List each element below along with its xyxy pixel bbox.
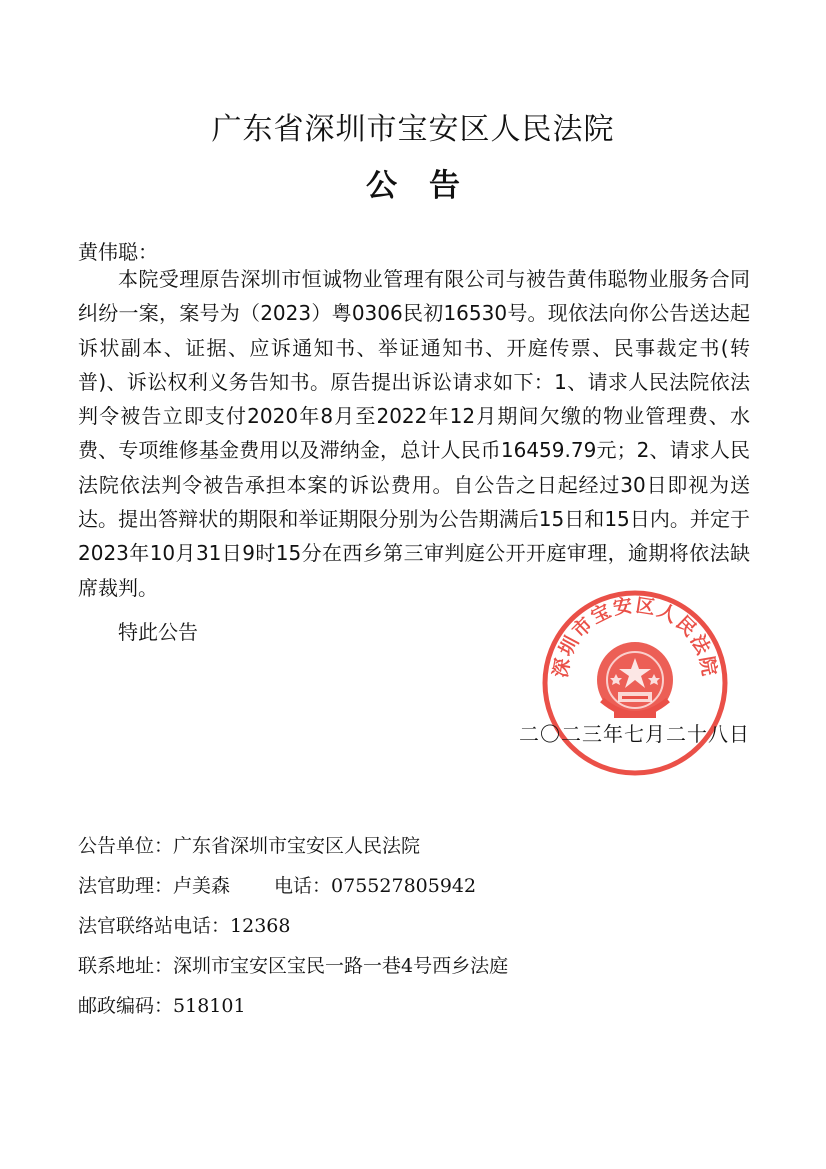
hotline-label: 法官联络站电话： [78, 915, 231, 937]
address-value: 深圳市宝安区宝民一路一巷4号西乡法庭 [173, 955, 509, 977]
addressee: 黄伟聪： [78, 240, 158, 264]
court-name-heading: 广东省深圳市宝安区人民法院 [211, 112, 615, 147]
svg-text:深圳市宝安区人民法院 [549, 593, 721, 679]
notice-title: 公告 [366, 168, 492, 204]
assistant-label: 法官助理： [78, 875, 174, 897]
issuing-unit-line [78, 826, 508, 866]
court-seal-stamp [540, 588, 730, 778]
address-line [78, 946, 508, 986]
hotline-value: 12368 [230, 915, 291, 937]
phone-label: 电话： [274, 875, 332, 897]
phone-value: 075527805942 [331, 875, 477, 897]
national-emblem-icon [597, 642, 673, 718]
notice-body-paragraph: 本院受理原告深圳市恒诚物业管理有限公司与被告黄伟聪物业服务合同纠纷一案，案号为（2023）粤0306民初16530号。现依法向你公告送达起诉状副本、证据、应诉通知书、举证通知书、开庭传票、民事裁定书(转普)、诉讼权利义务告知书。原告提出诉讼请求如下：1、请求人民法院依法判令被告立即支付2020年8月至2022年12月期间欠缴的物业管理费、水费、专项维修基金费用以及滞纳金，总计人民币16459.79元；2、请求人民法院依法判令被告承担本案的诉讼费用。自公告之日起经过30日即视为送达。提出答辩状的期限和举证期限分别为公告期满后15日和15日内。并定于2023年10月31日9时15分在西乡第三审判庭公开开庭审理，逾期将依法缺席裁判。 [78, 267, 750, 600]
issuing-unit-label: 公告单位： [78, 835, 174, 857]
seal-text: 深圳市宝安区人民法院 [549, 594, 721, 680]
closing-statement: 特此公告 [118, 620, 198, 644]
postcode-label: 邮政编码： [78, 995, 174, 1017]
contact-info-block [78, 826, 508, 1026]
notice-date: 二〇二三年七月二十八日 [519, 722, 750, 746]
postcode-line [78, 986, 508, 1026]
hotline-line [78, 906, 508, 946]
issuing-unit-value: 广东省深圳市宝安区人民法院 [173, 835, 421, 857]
assistant-line [78, 866, 508, 906]
postcode-value: 518101 [173, 995, 246, 1017]
assistant-value: 卢美森 [173, 875, 231, 897]
address-label: 联系地址： [78, 955, 174, 977]
